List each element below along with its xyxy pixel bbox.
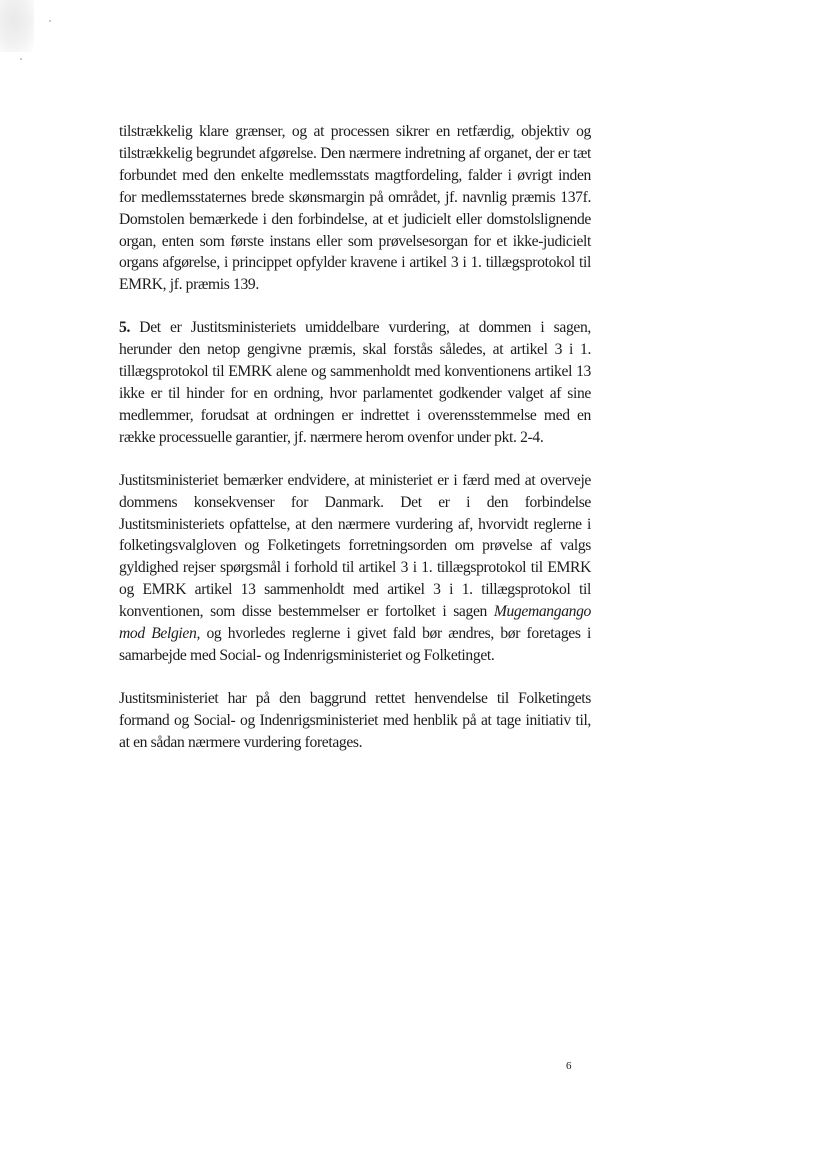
paragraph-1: tilstrækkelig klare grænser, og at processen sikrer en retfærdig, objektiv og tilstrækkelig begrundet afgørelse. Den nærmere indretning af organet, der er tæt forbundet med den enkelte medlemsstats magtfordeling, falder i øvrigt inden for medlemsstaternes brede skønsmargin på området, jf. navnlig præmis 137f. Domstolen bemærkede i den forbindelse, at et judicielt eller domstolslignende organ, enten som første instans eller som prøvelsesorgan for et ikke-judicielt organs afgørelse, i princippet opfylder kravene i artikel 3 i 1. tillægsprotokol til EMRK, jf. præmis 139. — [119, 123, 591, 294]
document-body — [119, 121, 591, 754]
scan-artifact — [0, 0, 34, 52]
paragraph-3-text-end: og hvorledes reglerne i givet fald bør ændres, bør foretages i samarbejde med Social- og Indenrigsministeriet og Folketinget. — [119, 625, 591, 664]
page-number: 6 — [566, 1060, 572, 1072]
paragraph-2-number: 5. — [119, 319, 130, 337]
scan-speck — [49, 20, 51, 22]
paragraph-3-text-start: Justitsministeriet bemærker endvidere, at ministeriet er i færd med at overveje dommens konsekvenser for Danmark. Det er i den forbindelse Justitsministeriets opfattelse, at den nærmere vurdering af, hvorvidt reglerne i folketingsvalgloven og Folketingets forretningsorden om prøvelse af valgs gyldighed rejser spørgsmål i forhold til artikel 3 i 1. tillægsprotokol til EMRK og EMRK artikel 13 sammenholdt med artikel 3 i 1. tillægsprotokol til konventionen, som disse bestemmelser er fortolket i sagen — [119, 471, 591, 621]
paragraph-2 — [119, 317, 591, 448]
paragraph-4: Justitsministeriet har på den baggrund rettet henvendelse til Folketingets formand og Social- og Indenrigsministeriet med henblik på at tage initiativ til, at en sådan nærmere vurdering foretages. — [119, 689, 591, 751]
scan-speck — [20, 58, 22, 60]
paragraph-3 — [119, 470, 591, 667]
case-name-italic: Mugemangango mod Belgien, — [119, 603, 591, 643]
paragraph-2-text: Det er Justitsministeriets umiddelbare vurdering, at dommen i sagen, herunder den netop gengivne præmis, skal forstås således, at artikel 3 i 1. tillægsprotokol til EMRK alene og sammenholdt med konventionens artikel 13 ikke er til hinder for en ordning, hvor parlamentet godkender valget af sine medlemmer, forudsat at ordningen er indrettet i overensstemmelse med en række processuelle garantier, jf. nærmere herom ovenfor under pkt. 2-4. — [119, 319, 591, 446]
